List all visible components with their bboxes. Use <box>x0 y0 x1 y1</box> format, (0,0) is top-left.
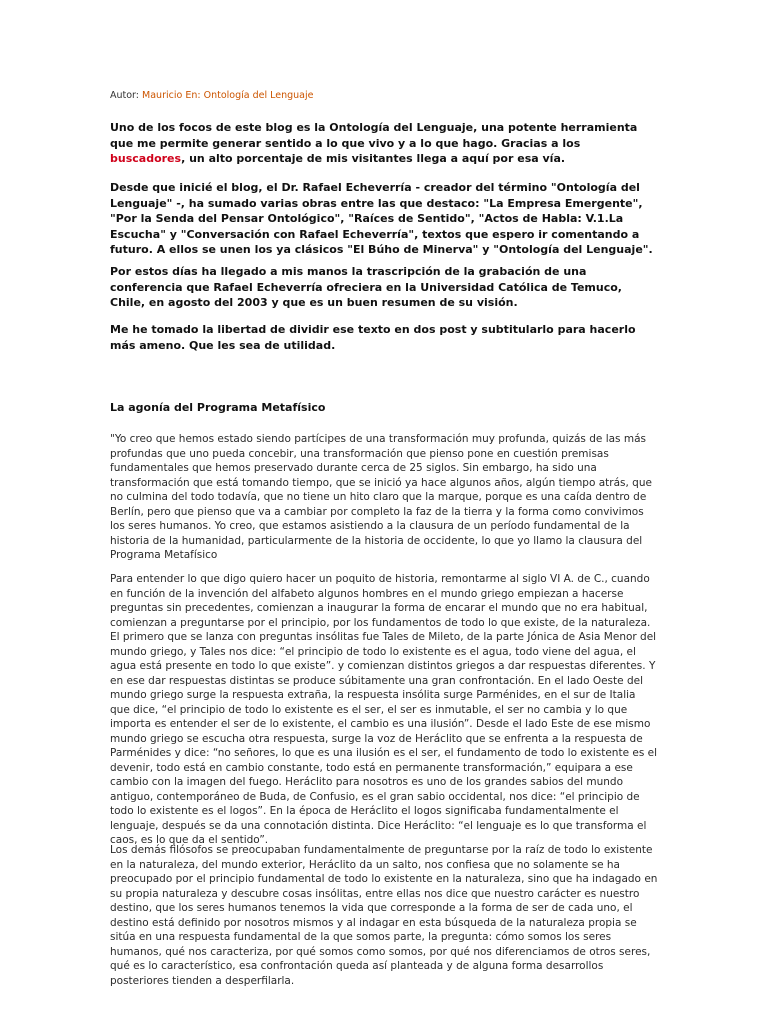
category-link[interactable]: Ontología del Lenguaje <box>203 90 314 101</box>
intro-paragraph-2: Desde que inicié el blog, el Dr. Rafael Echeverría - creador del término "Ontología del Lenguaje" -, ha sumado varias obras entre las que destaco: "La Empresa Emergente", "Por la Senda del Pensar Ontológico", "Raíces de Sentido", "Actos de Habla: V.1.La Escucha" y "Conversación con Rafael Echeverría", textos que espero ir comentando a futuro. A ellos se unen los ya clásicos "El Búho de Minerva" y "Ontología del Lenguaje". <box>110 181 653 256</box>
buscadores-link[interactable]: buscadores <box>110 152 182 165</box>
intro-paragraph-4: Me he tomado la libertad de dividir ese texto en dos post y subtitularlo para hacerlo más ameno. Que les sea de utilidad. <box>110 323 636 352</box>
author-link[interactable]: Mauricio <box>142 90 183 101</box>
section-paragraph-3: Los demás filósofos se preocupaban fundamentalmente de preguntarse por la raíz de todo lo existente en la naturaleza, del mundo exterior, Heráclito da un salto, nos confiesa que no solamente se ha preocupado por el principio fundamental de todo lo existente en la naturaleza, sino que ha indagado en su propia naturaleza y descubre cosas insólitas, entre ellas nos dice que nuestro carácter es nuestro destino, que los seres humanos tenemos la vida que corresponde a la forma de ser de cada uno, el destino está definido por nosotros mismos y al indagar en esta búsqueda de la naturaleza propia se sitúa en una respuesta fundamental de la que somos parte, la pregunta: cómo somos los seres humanos, qué nos caracteriza, por qué somos como somos, por qué nos diferenciamos de otros seres, qué es lo característico, esa confrontación queda así planteada y de alguna forma desarrollos posteriores tienden a desperfilarla. <box>110 844 658 987</box>
section-paragraph-1: "Yo creo que hemos estado siendo partícipes de una transformación muy profunda, quizás de las más profundas que uno pueda concebir, una transformación que pienso pone en cuestión premisas fundamentales que hemos preservado durante cerca de 25 siglos. Sin embargo, ha sido una transformación que está tomando tiempo, que se inició ya hace algunos años, algún tiempo atrás, que no culmina del todo todavía, que no tiene un hito claro que la marque, porque es una caída dentro de Berlín, pero que pienso que va a cambiar por completo la faz de la tierra y la forma como convivimos los seres humanos. Yo creo, que estamos asistiendo a la clausura de un período fundamental de la historia de la humanidad, particularmente de la historia de occidente, lo que yo llamo la clausura del Programa Metafísico <box>110 433 652 561</box>
section-heading-block <box>110 401 658 414</box>
section-paragraph-2: Para entender lo que digo quiero hacer un poquito de historia, remontarme al siglo VI A. de C., cuando en función de la invención del alfabeto algunos hombres en el mundo griego empiezan a hacerse preguntas sin precedentes, comienzan a inaugurar la forma de encarar el mundo que no era habitual, comienzan a preguntarse por el principio, por los fundamentos de todo lo que existe, de la naturaleza. El primero que se lanza con preguntas insólitas fue Tales de Mileto, de la parte Jónica de Asia Menor del mundo griego, y Tales nos dice: “el principio de todo lo existente es el agua, todo viene del agua, el agua está presente en todo lo que existe”. y comienzan distintos griegos a dar respuestas diferentes. Y en ese dar respuestas distintas se produce súbitamente una gran confrontación. En el lado Oeste del mundo griego surge la respuesta extraña, la respuesta insólita surge Parménides, en el sur de Italia que dice, “el principio de todo lo existente es el ser, el ser es inmutable, el ser no cambia y lo que importa es entender el ser de lo existente, el cambio es una ilusión”. Desde el lado Este de ese mismo mundo griego se escucha otra respuesta, surge la voz de Heráclito que se enfrenta a la respuesta de Parménides y dice: “no señores, lo que es una ilusión es el ser, el fundamento de todo lo existente es el devenir, todo está en cambio constante, todo está en permanente transformación,” equipara a ese cambio con la imagen del fuego. Heráclito para nosotros es uno de los grandes sabios del mundo antiguo, contemporáneo de Buda, de Confusio, es el gran sabio occidental, nos dice: “el principio de todo lo existente es el logos”. En la época de Heráclito el logos significaba fundamentalmente el lenguaje, después se da una connotación distinta. Dice Heráclito: “el lenguaje es lo que transforma el caos, es lo que da el sentido”. <box>110 573 658 846</box>
post-meta <box>110 90 313 101</box>
category-in-label[interactable]: En: <box>185 90 201 101</box>
intro-paragraph-3: Por estos días ha llegado a mis manos la trascripción de la grabación de una conferencia que Rafael Echeverría ofreciera en la Universidad Católica de Temuco, Chile, en agosto del 2003 y que es un buen resumen de su visión. <box>110 265 622 309</box>
intro-paragraph-1: Uno de los focos de este blog es la Ontología del Lenguaje, una potente herramienta que me permite generar sentido a lo que vivo y a lo que hago. Gracias a los buscadores, un alto porcentaje de mis visitantes llega a aquí por esa vía. <box>110 121 638 165</box>
section-heading: La agonía del Programa Metafísico <box>110 401 326 414</box>
author-label: Autor: <box>110 90 139 101</box>
